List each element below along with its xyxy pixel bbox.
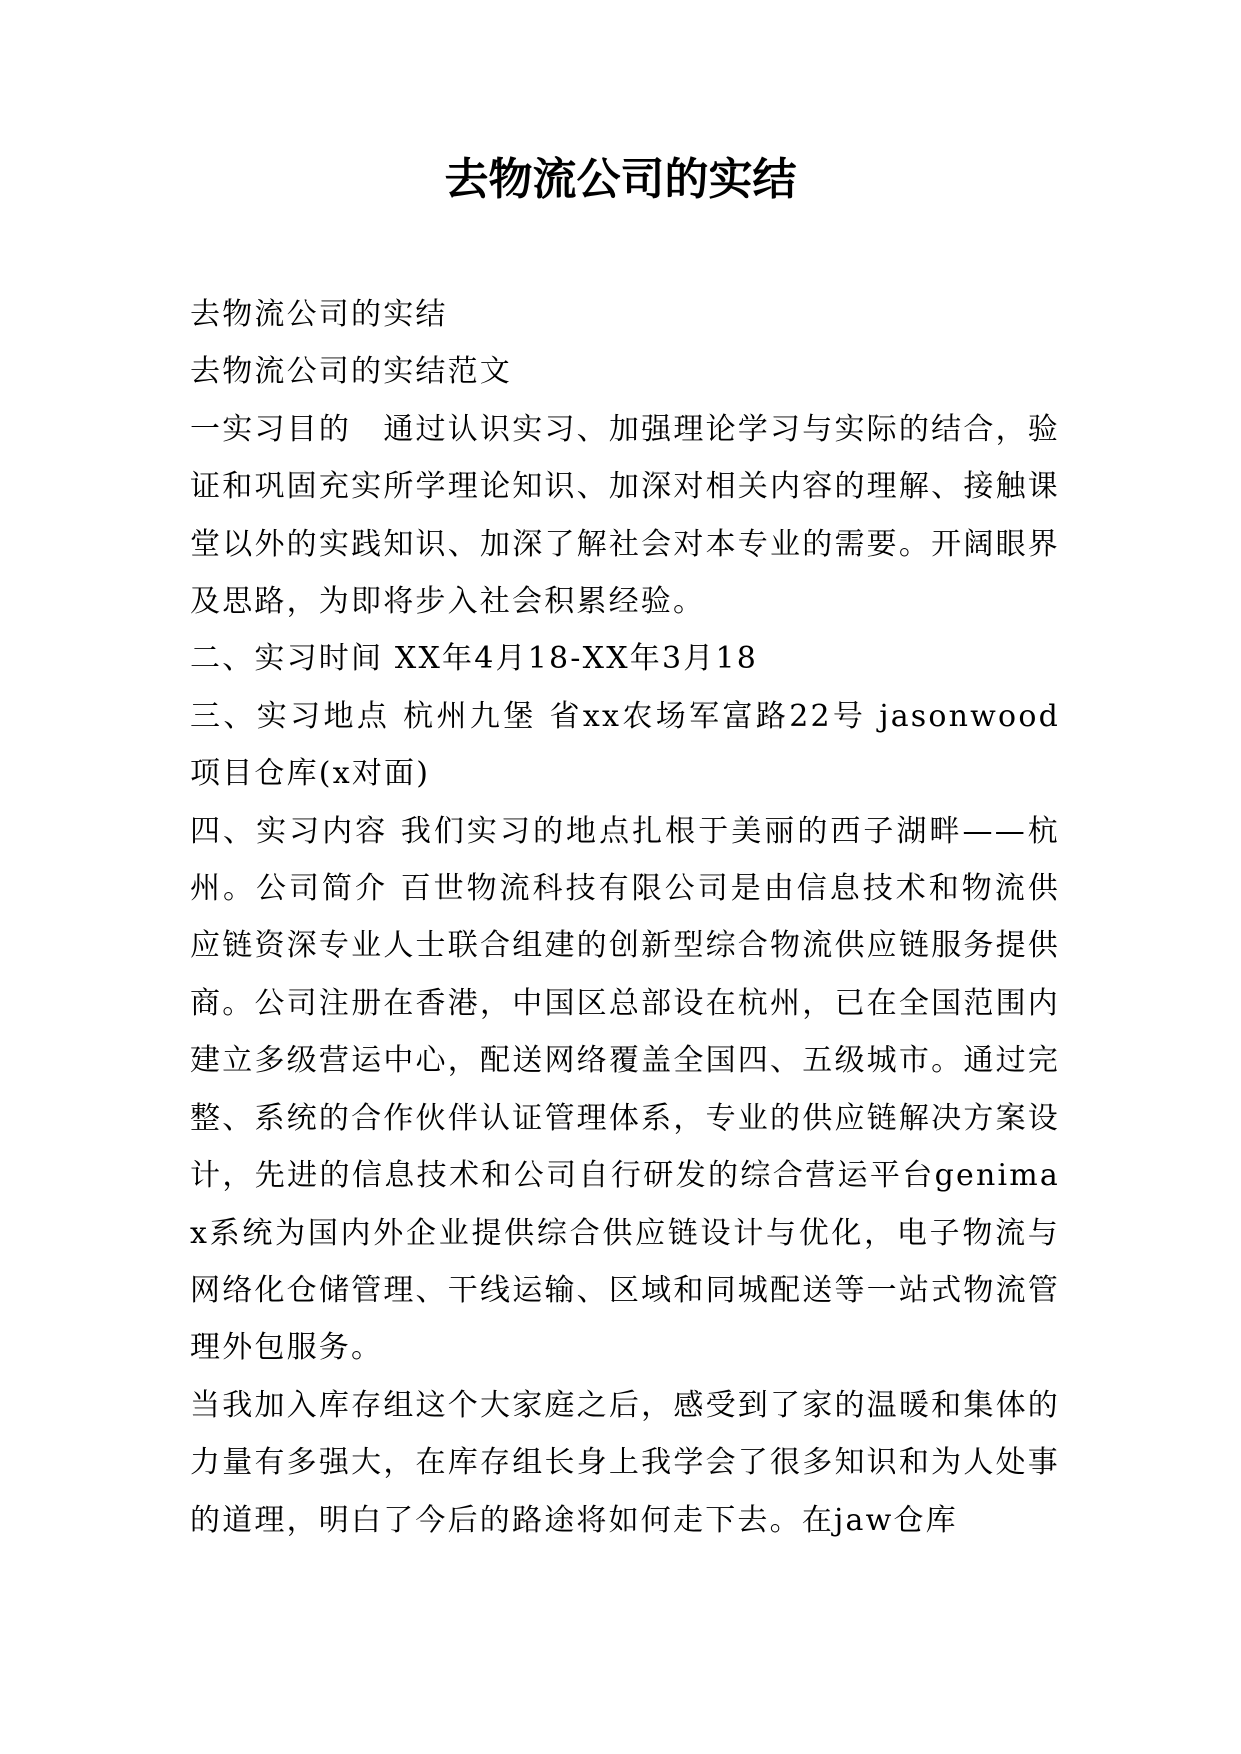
paragraph-subheading: 去物流公司的实结范文 (190, 354, 512, 390)
document-body (190, 286, 1060, 1549)
paragraph-experience: 当我加入库存组这个大家庭之后，感受到了家的温暖和集体的力量有多强大，在库存组长身上我学会了很多知识和为人处事的道理，明白了今后的路途将如何走下去。在jaw仓库 (190, 1387, 1060, 1538)
document-title: 去物流公司的实结 (444, 154, 797, 205)
paragraph-purpose: 一实习目的 通过认识实习、加强理论学习与实际的结合，验证和巩固充实所学理论知识、加深对相关内容的理解、接触课堂以外的实践知识、加深了解社会对本专业的需要。开阔眼界及思路，为即将步入社会积累经验。 (190, 411, 1060, 620)
paragraph-time: 二、实习时间 XX年4月18-XX年3月18 (190, 641, 759, 677)
paragraph-heading: 去物流公司的实结 (190, 297, 448, 332)
paragraph-location: 三、实习地点 杭州九堡 省xx农场军富路22号 jasonwood项目仓库(x对面) (190, 698, 1060, 792)
paragraph-content: 四、实习内容 我们实习的地点扎根于美丽的西子湖畔——杭州。公司简介 百世物流科技有限公司是由信息技术和物流供应链资深专业人士联合组建的创新型综合物流供应链服务提供商。公司注册在香港，中国区总部设在杭州，已在全国范围内建立多级营运中心，配送网络覆盖全国四、五级城市。通过完整、系统的合作伙伴认证管理体系，专业的供应链解决方案设计，先进的信息技术和公司自行研发的综合营运平台genimax系统为国内外企业提供综合供应链设计与优化，电子物流与网络化仓储管理、干线运输、区域和同城配送等一站式物流管理外包服务。 (190, 813, 1060, 1366)
